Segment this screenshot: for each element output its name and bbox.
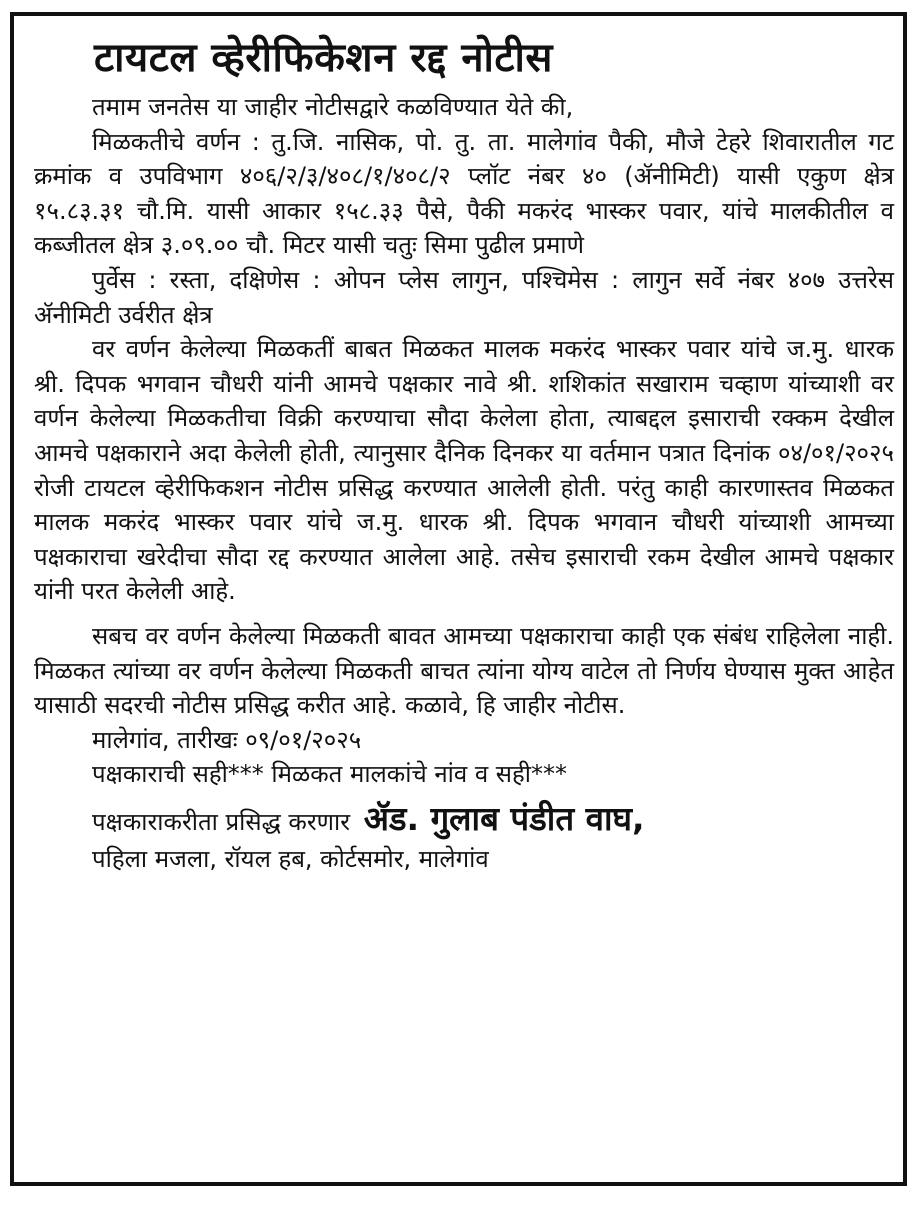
- place-date: मालेगांव, तारीखः ०९/०१/२०२५: [92, 725, 362, 754]
- publisher-row: [92, 799, 894, 842]
- boundaries-text: पुर्वेस : रस्ता, दक्षिणेस : ओपन प्लेस लागुन, पश्चिमेस : लागुन सर्वे नंबर ४०७ उत्तरेस ॲनीमिटी उर्वरीत क्षेत्र: [34, 265, 894, 329]
- notice-frame: [10, 12, 907, 1186]
- advocate-address: पहिला मजला, रॉयल हब, कोर्टसमोर, मालेगांव: [92, 844, 489, 873]
- closing-paragraph: सबच वर वर्णन केलेल्या मिळकती बावत आमच्या पक्षकाराचा काही एक संबंध राहिलेला नाही. मिळकत त्यांच्या वर वर्णन केलेल्या मिळकती बाचत त्यांना योग्य वाटेल तो निर्णय घेण्यास मुक्त आहेत यासाठी सदरची नोटीस प्रसिद्ध करीत आहे. कळावे, हि जाहीर नोटीस.: [34, 621, 894, 720]
- signature-line: पक्षकाराची सही*** मिळकत मालकांचे नांव व सही***: [92, 759, 567, 788]
- intro-text: तमाम जनतेस या जाहीर नोटीसद्वारे कळविण्यात येते की,: [92, 93, 574, 121]
- notice-title: टायटल व्हेरीफिकेशन रद्द नोटीस: [94, 35, 553, 81]
- property-description: मिळकतीचे वर्णन : तु.जि. नासिक, पो. तु. ता. मालेगांव पैकी, मौजे टेहरे शिवारातील गट क्रमांक व उपविभाग ४०६/२/३/४०८/१/४०८/२ प्लॉट नंबर ४० (ॲनीमिटी) यासी एकुण क्षेत्र १५.८३.३१ चौ.मि. यासी आकार १५८.३३ पैसे, पैकी मकरंद भास्कर पवार, यांचे मालकीतील व कब्जीतल क्षेत्र ३.०९.०० चौ. मिटर यासी चतुः सिमा पुढील प्रमाणे: [34, 127, 894, 260]
- notice-content: [34, 34, 894, 876]
- body-paragraph: वर वर्णन केलेल्या मिळकतीं बाबत मिळकत मालक मकरंद भास्कर पवार यांचे ज.मु. धारक श्री. दिपक भगवान चौधरी यांनी आमचे पक्षकार नावे श्री. शशिकांत सखाराम चव्हाण यांच्याशी वर वर्णन केलेल्या मिळकतीचा विक्री करण्याचा सौदा केलेला होता, त्याबद्दल इसाराची रक्कम देखील आमचे पक्षकाराने अदा केलेली होती, त्यानुसार दैनिक दिनकर या वर्तमान पत्रात दिनांक ०४/०१/२०२५ रोजी टायटल व्हेरीफिकशन नोटीस प्रसिद्ध करण्यात आलेली होती. परंतु काही कारणास्तव मिळकत मालक मकरंद भास्कर पवार यांचे ज.मु. धारक श्री. दिपक भगवान चौधरी यांच्याशी आमच्या पक्षकाराचा खरेदीचा सौदा रद्द करण्यात आलेला आहे. तसेच इसाराची रकम देखील आमचे पक्षकार यांनी परत केलेली आहे.: [34, 335, 894, 606]
- publisher-label: पक्षकाराकरीता प्रसिद्ध करणार: [92, 807, 351, 836]
- advocate-name: ॲड. गुलाब पंडीत वाघ,: [363, 798, 645, 838]
